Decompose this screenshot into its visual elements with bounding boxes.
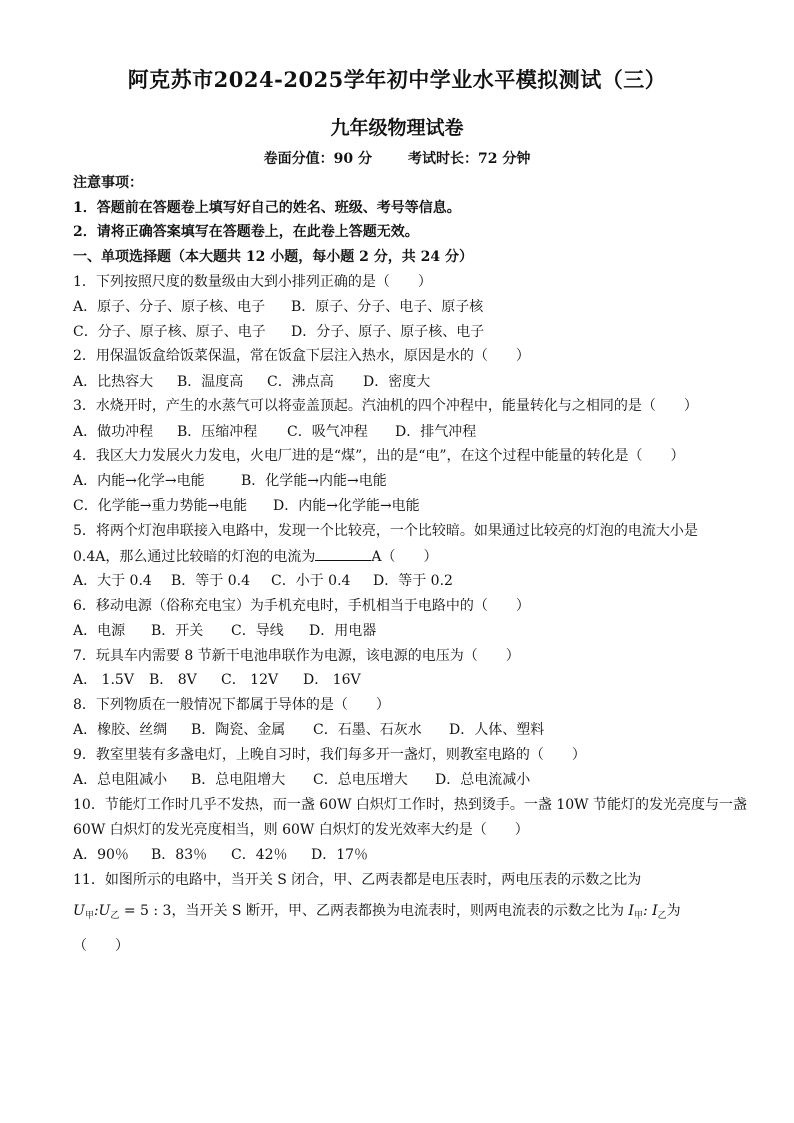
question-options <box>73 373 753 391</box>
option: A．橡胶、丝绸 <box>73 722 168 738</box>
math-var: I <box>628 903 634 919</box>
option: A．电源 <box>73 623 126 639</box>
question-options <box>73 846 753 864</box>
option: D．17％ <box>311 847 369 863</box>
option: A．比热容大 <box>73 374 154 390</box>
question-stem: 9．教室里装有多盏电灯，上晚自习时，我们每多开一盏灯，则教室电路的（ ） <box>73 747 586 763</box>
option: C．化学能→重力势能→电能 <box>73 498 248 514</box>
option: B．原子、分子、电子、原子核 <box>291 299 484 315</box>
answer-paren: （ ） <box>73 938 129 954</box>
exam-meta <box>0 148 794 168</box>
option: D．用电器 <box>309 623 377 639</box>
question-stem: 6．移动电源（俗称充电宝）为手机充电时，手机相当于电路中的（ ） <box>73 598 530 614</box>
notes-heading: 注意事项： <box>73 175 143 191</box>
option: A．内能→化学→电能 <box>73 473 205 489</box>
question-options <box>73 771 753 789</box>
question-stem: 3．水烧开时，产生的水蒸气可以将壶盖顶起。汽油机的四个冲程中，能量转化与之相同的是（ ） <box>73 398 698 414</box>
question-stem: 4．我区大力发展火力发电，火电厂进的是“煤”，出的是“电”，在这个过程中能量的转化是（ ） <box>73 448 685 464</box>
option: B．温度高 <box>177 374 244 390</box>
stem-text: 0.4A，那么通过比较暗的灯泡的电流为 <box>73 549 316 565</box>
option: B．开关 <box>151 623 204 639</box>
question-stem: 5．将两个灯泡串联接入电路中，发现一个比较亮，一个比较暗。如果通过比较亮的灯泡的电流大小是 <box>73 523 698 539</box>
score-info: 卷面分值：90 分 <box>263 151 372 167</box>
question-options <box>73 497 753 515</box>
option: B． 8V <box>149 672 197 688</box>
option: A．大于 0.4 <box>73 573 152 589</box>
option: A． 1.5V <box>73 672 134 688</box>
math-subscript: 乙 <box>657 911 667 921</box>
math-var: U <box>98 903 111 919</box>
stem-text: A（ ） <box>371 549 438 565</box>
question-options <box>73 423 753 441</box>
question-stem: 8．下列物质在一般情况下都属于导体的是（ ） <box>73 697 390 713</box>
option: D． 16V <box>303 672 361 688</box>
option: B．总电阻增大 <box>191 772 286 788</box>
option: B．等于 0.4 <box>171 573 251 589</box>
question-stem: 1．下列按照尺度的数量级由大到小排列正确的是（ ） <box>73 274 432 290</box>
exam-title: 阿克苏市2024-2025学年初中学业水平模拟测试（三） <box>127 67 667 92</box>
option: B．83％ <box>151 847 208 863</box>
question-options <box>73 721 753 739</box>
option: C．吸气冲程 <box>287 424 368 440</box>
question-stem: 2．用保温饭盒给饭菜保温，常在饭盒下层注入热水，原因是水的（ ） <box>73 348 530 364</box>
option: A．总电阻减小 <box>73 772 168 788</box>
option: D．密度大 <box>363 374 431 390</box>
question-stem <box>73 547 753 566</box>
stem-text: 为 <box>666 903 681 919</box>
math-subscript: 乙 <box>110 911 120 921</box>
option: D．排气冲程 <box>395 424 477 440</box>
option: B．化学能→内能→电能 <box>241 473 387 489</box>
stem-text: ，当开关 S 断开，甲、乙两表都换为电流表时，则两电流表的示数之比为 <box>171 903 624 919</box>
math-ratio: = 5 : 3 <box>123 903 172 919</box>
exam-subtitle: 九年级物理试卷 <box>330 117 464 139</box>
question-stem: 11．如图所示的电路中，当开关 S 闭合，甲、乙两表都是电压表时，两电压表的示数之比为 <box>73 872 642 888</box>
option: D．总电流减小 <box>435 772 531 788</box>
question-options <box>73 323 753 341</box>
math-var: I <box>652 903 658 919</box>
option: C．小于 0.4 <box>271 573 351 589</box>
option: D．等于 0.2 <box>373 573 453 589</box>
time-info: 考试时长：72 分钟 <box>408 151 531 167</box>
question-options <box>73 671 753 689</box>
question-stem: 10．节能灯工作时几乎不发热，而一盏 60W 白炽灯工作时，热到烫手。一盏 10W 节能灯的发光亮度与一盏 <box>73 797 748 813</box>
option: C．42％ <box>231 847 288 863</box>
option: C． 12V <box>221 672 279 688</box>
question-options <box>73 472 753 490</box>
math-var: U <box>73 903 85 919</box>
option: C．石墨、石灰水 <box>313 722 422 738</box>
option: D．分子、原子、原子核、电子 <box>291 324 485 340</box>
question-stem-formula: $U_甲:U_乙 = 5$ : 3，当开关 S 断开，甲、乙两表都换为电流表时，则两电流表的示数之比为 $I_甲$: $I_乙$为 <box>73 903 681 921</box>
note-item: 1．答题前在答题卷上填写好自己的姓名、班级、考号等信息。 <box>73 200 461 216</box>
option: C．沸点高 <box>267 374 334 390</box>
option: B．陶瓷、金属 <box>191 722 286 738</box>
question-options <box>73 572 753 590</box>
answer-blank <box>315 547 371 561</box>
question-options <box>73 622 753 640</box>
question-options <box>73 298 753 316</box>
question-stem: 7．玩具车内需要 8 节新干电池串联作为电源，该电源的电压为（ ） <box>73 648 520 664</box>
option: D．人体、塑料 <box>449 722 545 738</box>
note-item: 2．请将正确答案填写在答题卷上，在此卷上答题无效。 <box>73 224 419 240</box>
section-heading: 一、单项选择题（本大题共 12 小题，每小题 2 分，共 24 分） <box>73 249 473 265</box>
option: C．总电压增大 <box>313 772 408 788</box>
option: D．内能→化学能→电能 <box>273 498 420 514</box>
question-stem: 60W 白炽灯的发光亮度相当，则 60W 白炽灯的发光效率大约是（ ） <box>73 822 529 838</box>
option: A．原子、分子、原子核、电子 <box>73 299 266 315</box>
option: C．导线 <box>231 623 284 639</box>
option: A．做功冲程 <box>73 424 154 440</box>
math-subscript: 甲 <box>84 911 94 921</box>
math-subscript: 甲 <box>633 911 643 921</box>
option: C．分子、原子核、原子、电子 <box>73 324 266 340</box>
option: A．90％ <box>73 847 129 863</box>
option: B．压缩冲程 <box>177 424 258 440</box>
